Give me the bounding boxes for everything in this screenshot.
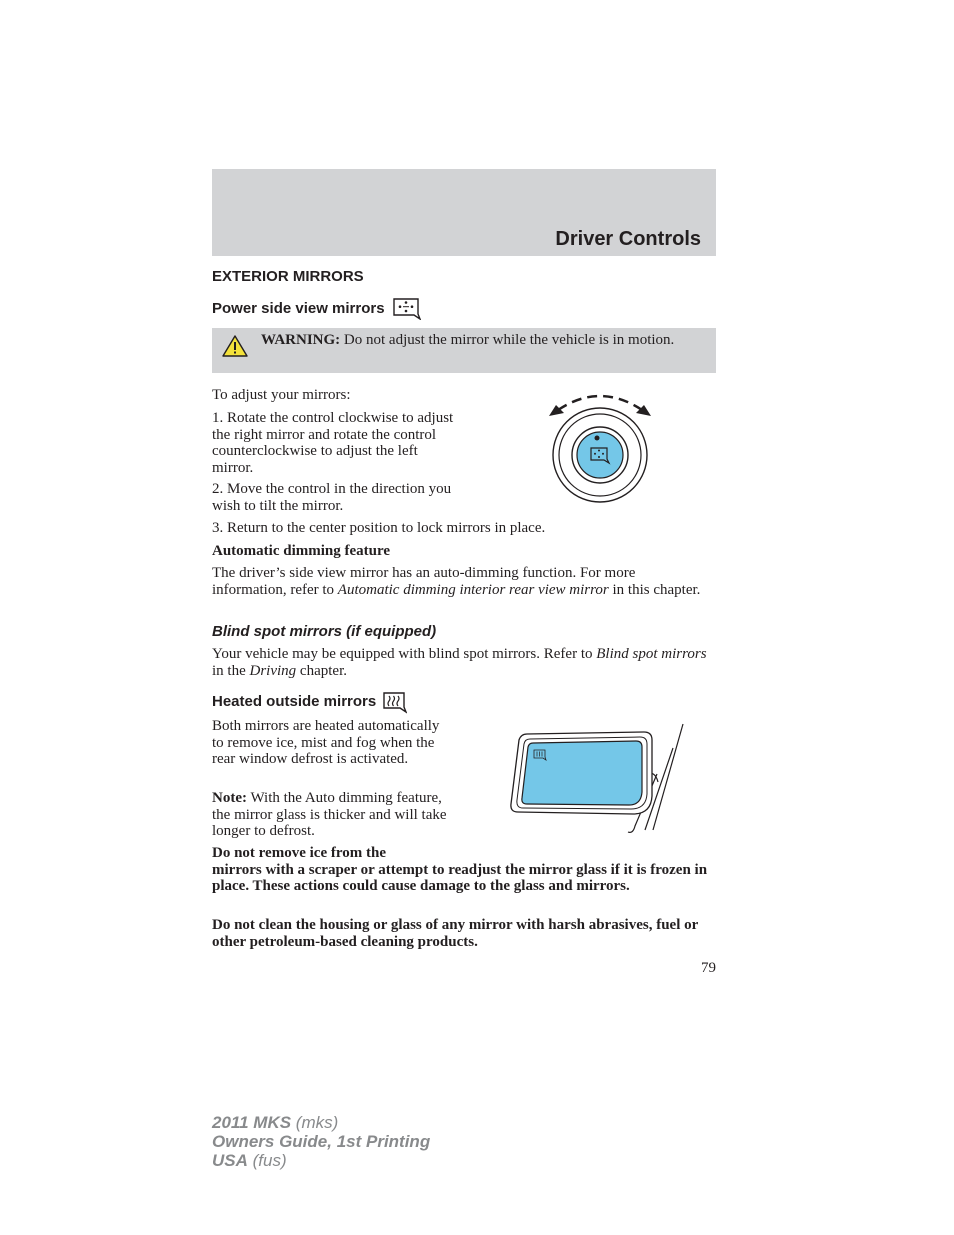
blind-spot-text-mid: in the <box>212 662 250 679</box>
section-header-band <box>212 169 716 256</box>
section-title: Driver Controls <box>555 228 701 250</box>
adjust-step-1: 1. Rotate the control clockwise to adjust the right mirror and rotate the control counterclockwise to adjust the left mirror. <box>212 410 454 476</box>
footer-line-2: Owners Guide, 1st Printing <box>212 1132 431 1151</box>
adjust-intro: To adjust your mirrors: <box>212 387 351 403</box>
defrost-icon <box>383 692 407 714</box>
heated-mirrors-heading-row <box>212 692 407 716</box>
mirror-control-knob-illustration <box>525 388 675 510</box>
caution-ice-scraper-continued: mirrors with a scraper or attempt to readjust the mirror glass if it is frozen in place. These actions could cause damage to the glass and mirrors. <box>212 861 708 894</box>
driving-chapter-reference: Driving <box>249 662 297 679</box>
mirror-control-icon <box>393 298 421 320</box>
caution-ice-scraper <box>212 845 712 895</box>
power-mirrors-heading-row <box>212 298 421 322</box>
footer-region-code: (fus) <box>247 1151 287 1170</box>
footer-model: 2011 MKS <box>212 1113 292 1132</box>
warning-box <box>212 328 716 373</box>
power-mirrors-heading: Power side view mirrors <box>212 300 385 317</box>
auto-dimming-text-part: The driver’s side view mirror has an auto-dimming function. For more information, refer to <box>212 565 636 598</box>
footer-line-1 <box>212 1113 430 1132</box>
caution-ice-scraper-text: Do not remove ice from the <box>212 845 386 861</box>
exterior-mirrors-heading: EXTERIOR MIRRORS <box>212 268 364 285</box>
footer-line-3 <box>212 1151 430 1170</box>
blind-spot-heading: Blind spot mirrors (if equipped) <box>212 623 437 640</box>
adjust-step-2: 2. Move the control in the direction you wish to tilt the mirror. <box>212 481 452 514</box>
note-text: With the Auto dimming feature, the mirror glass is thicker and will take longer to defrost. <box>212 790 447 839</box>
auto-dimming-reference: Automatic dimming interior rear view mirror <box>337 581 609 598</box>
blind-spot-text-end: chapter. <box>296 662 347 679</box>
warning-triangle-icon <box>222 334 248 358</box>
footer-model-code: (mks) <box>291 1113 339 1132</box>
document-footer <box>212 1113 430 1170</box>
caution-ice-scraper-line1 <box>212 845 450 862</box>
heated-mirrors-heading: Heated outside mirrors <box>212 693 377 710</box>
warning-text <box>261 332 701 349</box>
warning-message: Do not adjust the mirror while the vehicle is in motion. <box>340 332 675 348</box>
footer-region: USA <box>212 1151 248 1170</box>
auto-dimming-text-end: in this chapter. <box>608 581 701 598</box>
blind-spot-text-part: Your vehicle may be equipped with blind spot mirrors. Refer to <box>212 646 597 662</box>
adjust-step-3: 3. Return to the center position to lock mirrors in place. <box>212 520 546 536</box>
blind-spot-text <box>212 646 712 679</box>
blind-spot-reference: Blind spot mirrors <box>596 646 707 662</box>
page-number: 79 <box>701 960 716 976</box>
heated-mirrors-text: Both mirrors are heated automatically to remove ice, mist and fog when the rear window defrost is activated. <box>212 718 440 767</box>
auto-dimming-heading: Automatic dimming feature <box>212 543 391 559</box>
heated-mirrors-note <box>212 790 450 840</box>
heated-mirror-illustration <box>505 722 690 834</box>
note-label: Note: <box>212 790 247 806</box>
warning-label: WARNING: <box>261 332 341 348</box>
caution-cleaning: Do not clean the housing or glass of any mirror with harsh abrasives, fuel or other petroleum-based cleaning products. <box>212 917 698 950</box>
auto-dimming-text <box>212 565 712 598</box>
